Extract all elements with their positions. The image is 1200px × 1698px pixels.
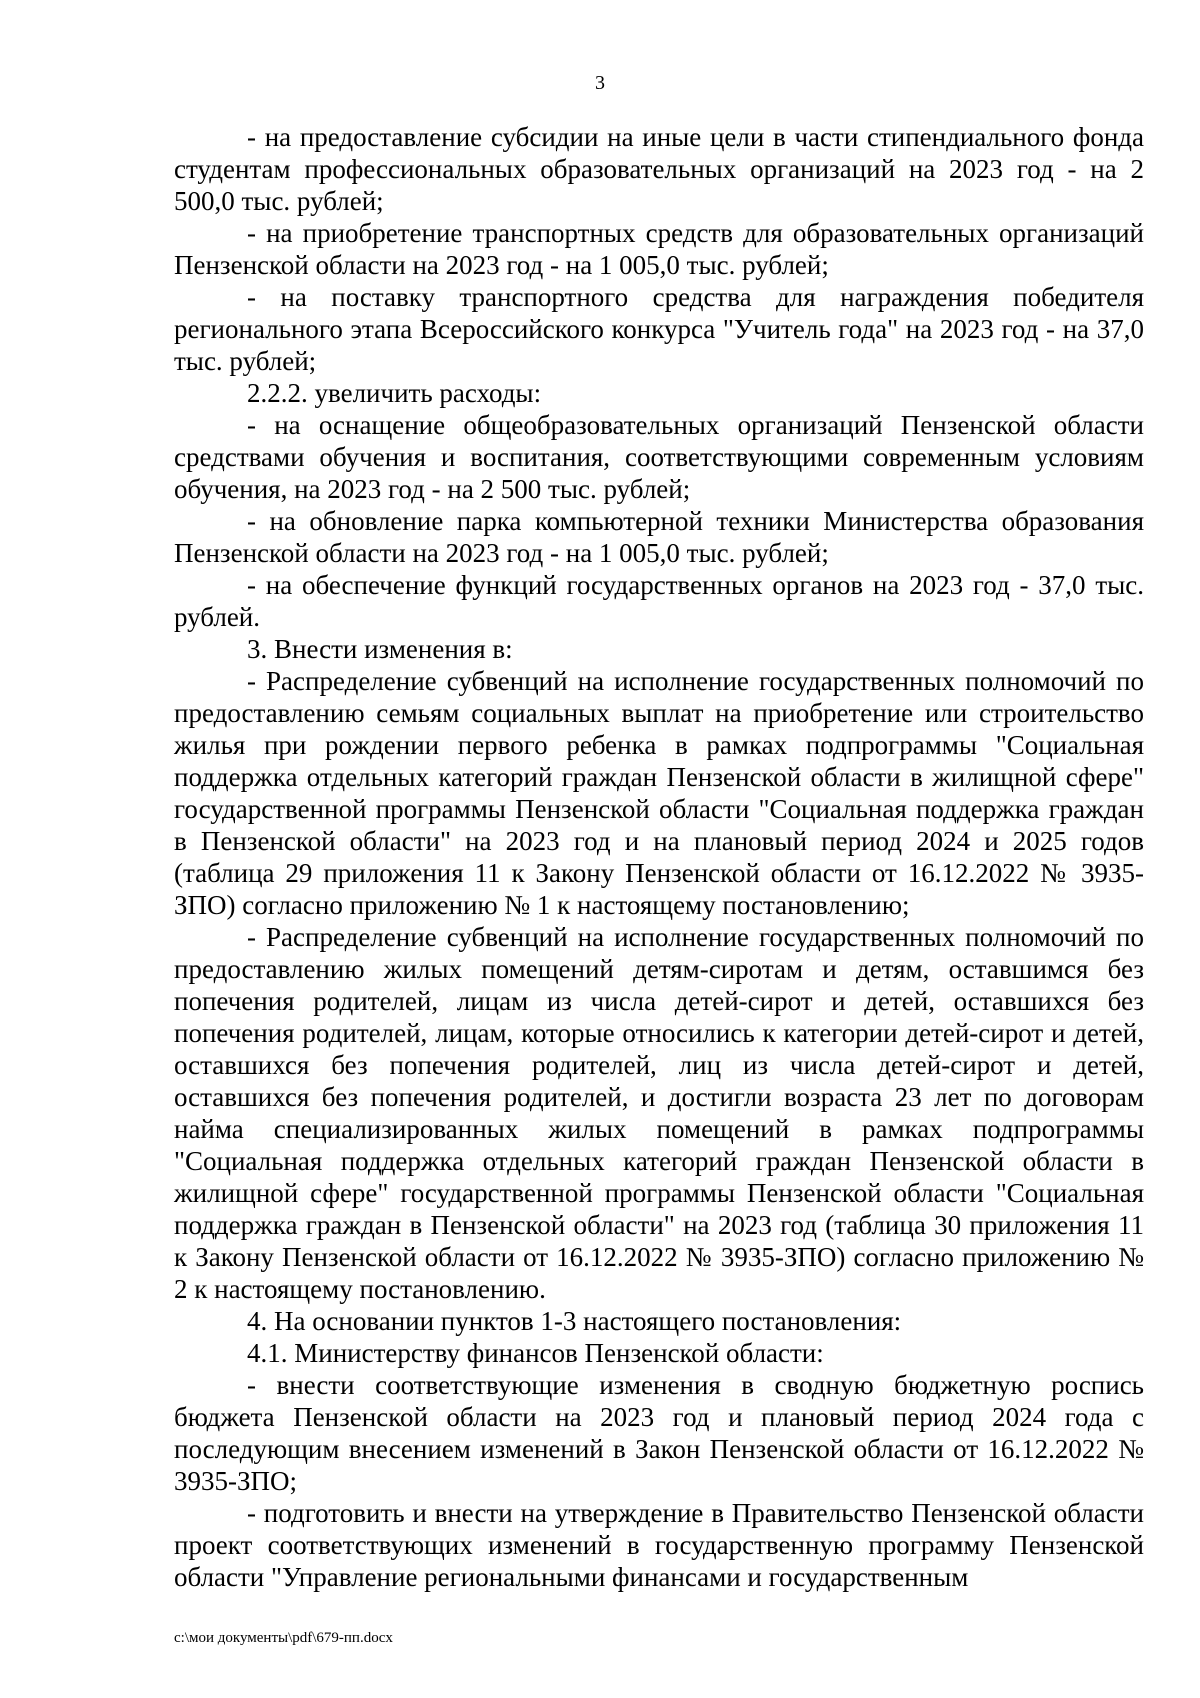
paragraph-transport-purchase: - на приобретение транспортных средств для образовательных организаций Пензенской области на 2023 год - на 1 005,0 тыс. рублей; xyxy=(174,218,1144,280)
paragraph-computer-update: - на обновление парка компьютерной техники Министерства образования Пензенской области на 2023 год - на 1 005,0 тыс. рублей; xyxy=(174,506,1144,568)
paragraph-school-equipment: - на оснащение общеобразовательных организаций Пензенской области средствами обучения и воспитания, соответствующими современным условиям обучения, на 2023 год - на 2 500 тыс. рублей; xyxy=(174,410,1144,504)
paragraph-increase-expenses: 2.2.2. увеличить расходы: xyxy=(247,378,542,408)
paragraph-ministry-finance: 4.1. Министерству финансов Пензенской области: xyxy=(247,1338,824,1368)
paragraph-basis: 4. На основании пунктов 1-3 настоящего постановления: xyxy=(247,1306,902,1336)
document-body xyxy=(174,121,1144,1593)
paragraph-stipend-subsidy: - на предоставление субсидии на иные цели в части стипендиального фонда студентам профессиональных образовательных организаций на 2023 год - на 2 500,0 тыс. рублей; xyxy=(174,122,1144,216)
paragraph-family-payments: - Распределение субвенций на исполнение государственных полномочий по предоставлению семьям социальных выплат на приобретение или строительство жилья при рождении первого ребенка в рамках подпрограммы "Социальная поддержка отдельных категорий граждан Пензенской области в жилищной сфере" государственной программы Пензенской области "Социальная поддержка граждан в Пензенской области" на 2023 год и на плановый период 2024 и 2025 годов (таблица 29 приложения 11 к Закону Пензенской области от 16.12.2022 № 3935-ЗПО) согласно приложению № 1 к настоящему постановлению; xyxy=(174,666,1144,920)
footer-file-path: c:\мои документы\pdf\679-пп.docx xyxy=(174,1630,393,1646)
paragraph-budget-changes: - внести соответствующие изменения в сводную бюджетную роспись бюджета Пензенской области на 2023 год и плановый период 2024 года с последующим внесением изменений в Закон Пензенской области от 16.12.2022 № 3935-ЗПО; xyxy=(174,1370,1144,1496)
paragraph-program-changes: - подготовить и внести на утверждение в Правительство Пензенской области проект соответствующих изменений в государственную программу Пензенской области "Управление региональными финансами и государственным xyxy=(174,1498,1144,1592)
paragraph-government-functions: - на обеспечение функций государственных органов на 2023 год - 37,0 тыс. рублей. xyxy=(174,570,1144,632)
page-number: 3 xyxy=(595,72,605,94)
paragraph-teacher-award-vehicle: - на поставку транспортного средства для награждения победителя регионального этапа Всероссийского конкурса "Учитель года" на 2023 год - на 37,0 тыс. рублей; xyxy=(174,282,1144,376)
paragraph-orphan-housing: - Распределение субвенций на исполнение государственных полномочий по предоставлению жилых помещений детям-сиротам и детям, оставшимся без попечения родителей, лицам из числа детей-сирот и детей, оставшихся без попечения родителей, лицам, которые относились к категории детей-сирот и детей, оставшихся без попечения родителей, лиц из числа детей-сирот и детей, оставшихся без попечения родителей, и достигли возраста 23 лет по договорам найма специализированных жилых помещений в рамках подпрограммы "Социальная поддержка отдельных категорий граждан Пензенской области в жилищной сфере" государственной программы Пензенской области "Социальная поддержка граждан в Пензенской области" на 2023 год (таблица 30 приложения 11 к Закону Пензенской области от 16.12.2022 № 3935-ЗПО) согласно приложению № 2 к настоящему постановлению. xyxy=(174,922,1144,1304)
paragraph-amendments-heading: 3. Внести изменения в: xyxy=(247,634,513,664)
